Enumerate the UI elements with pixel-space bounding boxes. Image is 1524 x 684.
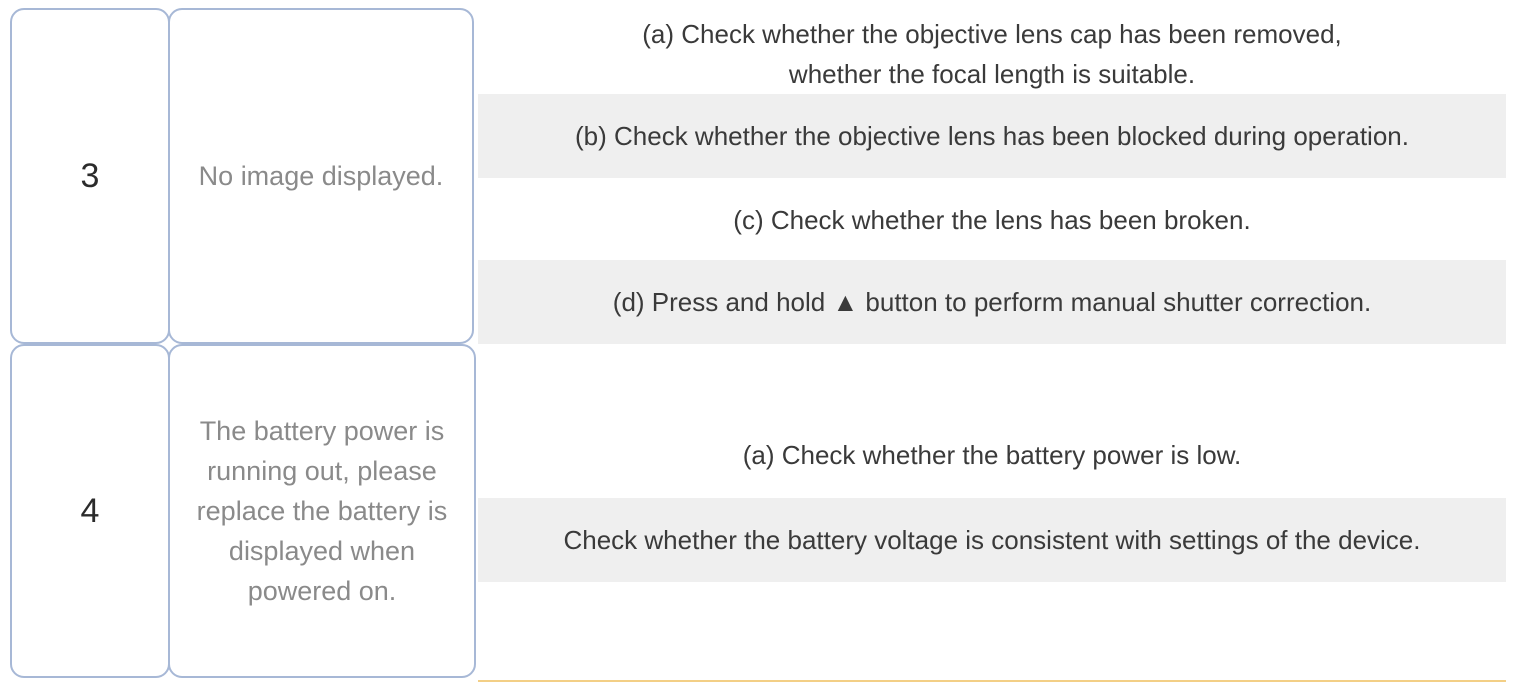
row-number-3 [10, 8, 170, 344]
issue-text: No image displayed. [198, 161, 444, 191]
solution-3d [478, 260, 1506, 344]
solution-text: (c) Check whether the lens has been broken. [733, 205, 1251, 235]
solution-4a [478, 414, 1506, 496]
solution-text: (b) Check whether the objective lens has been blocked during operation. [575, 121, 1409, 151]
solution-4b [478, 498, 1506, 582]
solution-3b [478, 94, 1506, 178]
row-number-4 [10, 344, 170, 678]
issue-cell-4 [168, 344, 476, 678]
solution-text: Check whether the battery voltage is consistent with settings of the device. [563, 525, 1421, 555]
issue-cell-3 [168, 8, 474, 344]
solution-text: (d) Press and hold ▲ button to perform manual shutter correction. [612, 287, 1372, 317]
row-number-label: 4 [80, 491, 100, 530]
solution-3a [478, 14, 1506, 94]
row-number-label: 3 [80, 156, 100, 195]
issue-text: The battery power is running out, please replace the battery is displayed when powered on. [196, 416, 448, 606]
bottom-divider [478, 680, 1506, 682]
solution-text: (a) Check whether the objective lens cap has been removed, whether the focal length is suitable. [642, 19, 1342, 89]
solution-text: (a) Check whether the battery power is low. [742, 440, 1242, 470]
solution-3c [478, 180, 1506, 260]
